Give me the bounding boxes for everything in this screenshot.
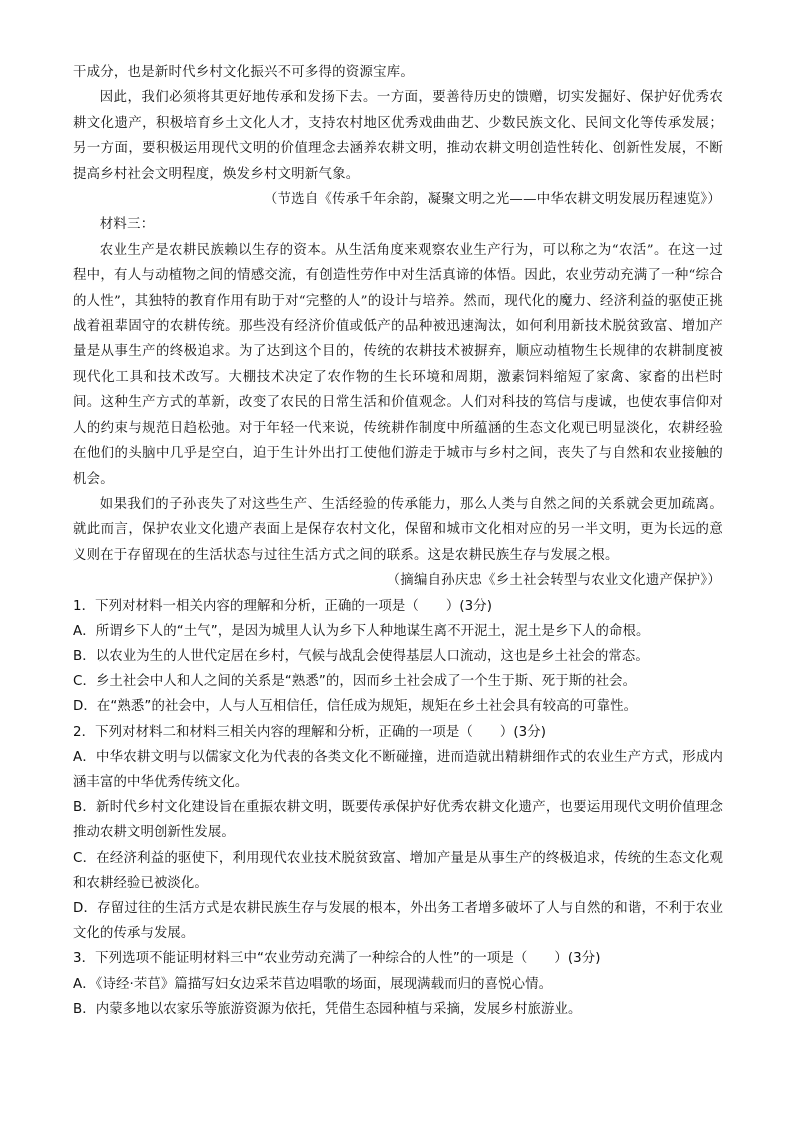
material-three-heading: 材料三： [99, 217, 155, 233]
material-two-conclusion: 因此，我们必须将其更好地传承和发扬下去。一方面，要善待历史的馈赠，切实发掘好、保护好优秀农耕文化遗产，积极培育乡土文化人才，支持农村地区优秀戏曲曲艺、少数民族文化、民间文化等传承发展；另一方面，要积极运用现代文明的价值理念去涵养农耕文明，推动农耕文明创造性转化、创新性发展，不断提高乡村社会文明程度，焕发乡村文明新气象。 [73, 90, 723, 182]
question-3 [73, 946, 723, 1022]
question-stem: 3．下列选项不能证明材料三中“农业劳动充满了一种综合的人性”的一项是（ ）(3分) [73, 951, 601, 967]
material-two-source: （节选自《传承千年余韵，凝聚文明之光——中华农耕文明发展历程速览》） [263, 192, 721, 208]
material-three [73, 212, 723, 593]
material-three-paragraph-2: 如果我们的子孙丧失了对这些生产、生活经验的传承能力，那么人类与自然之间的关系就会更加疏离。就此而言，保护农业文化遗产表面上是保存农村文化，保留和城市文化相对应的另一半文明，更为长远的意义则在于存留现在的生活状态与过往生活方式之间的联系。这是农耕民族生存与发展之根。 [73, 496, 723, 563]
questions [73, 594, 723, 1022]
option-c: C．乡土社会中人和人之间的关系是“熟悉”的，因而乡土社会成了一个生于斯、死于斯的社会。 [73, 674, 637, 690]
material-three-source: （摘编自孙庆忠《乡土社会转型与农业文化遗产保护》） [386, 573, 721, 589]
option-a: A．所谓乡下人的“土气”，是因为城里人认为乡下人种地谋生离不开泥土，泥土是乡下人的命根。 [73, 623, 650, 639]
option-d: D．在“熟悉”的社会中，人与人互相信任，信任成为规矩，规矩在乡土社会具有较高的可靠性。 [73, 699, 638, 715]
option-b: B．内蒙多地以农家乐等旅游资源为依托，凭借生态园种植与采摘，发展乡村旅游业。 [73, 1001, 582, 1017]
question-2 [73, 720, 723, 947]
material-two-paragraph-tail: 干成分，也是新时代乡村文化振兴不可多得的资源宝库。 [73, 65, 415, 80]
material-two-ending [73, 60, 723, 212]
question-stem: 2．下列对材料二和材料三相关内容的理解和分析，正确的一项是（ ）(3分) [73, 724, 547, 740]
option-a: A．中华农耕文明与以儒家文化为代表的各类文化不断碰撞，进而造就出精耕细作式的农业生产方式，形成内涵丰富的中华优秀传统文化。 [73, 749, 723, 790]
option-b: B．新时代乡村文化建设旨在重振农耕文明，既要传承保护好优秀农耕文化遗产，也要运用现代文明价值理念推动农耕文明创新性发展。 [73, 800, 723, 841]
option-d: D．存留过往的生活方式是农耕民族生存与发展的根本，外出务工者增多破坏了人与自然的和谐，不利于农业文化的传承与发展。 [73, 900, 723, 942]
question-1 [73, 594, 723, 720]
question-stem: 1．下列对材料一相关内容的理解和分析，正确的一项是（ ）(3分) [73, 598, 493, 614]
page-content [73, 60, 723, 1022]
option-a: A．《诗经·芣苢》篇描写妇女边采芣苢边唱歌的场面，展现满载而归的喜悦心情。 [73, 976, 553, 992]
option-c: C．在经济利益的驱使下，利用现代农业技术脱贫致富、增加产量是从事生产的终极追求，传统的生态文化观和农耕经验已被淡化。 [73, 850, 723, 891]
material-three-paragraph-1: 农业生产是农耕民族赖以生存的资本。从生活角度来观察农业生产行为，可以称之为“农活”。在这一过程中，有人与动植物之间的情感交流，有创造性劳作中对生活真谛的体悟。因此，农业劳动充满了一种“综合的人性”，其独特的教育作用有助于对“完整的人”的设计与培养。然而，现代化的魔力、经济利益的驱使正挑战着祖辈固守的农耕传统。那些没有经济价值或低产的品种被迅速淘汰，如何利用新技术脱贫致富、增加产量是从事生产的终极追求。为了达到这个目的，传统的农耕技术被摒弃，顺应动植物生长规律的农耕制度被现代化工具和技术改写。大棚技术决定了农作物的生长环境和周期，激素饲料缩短了家禽、家畜的出栏时间。这种生产方式的革新，改变了农民的日常生活和价值观念。人们对科技的笃信与虔诚，也使农事信仰对人的约束与规范日趋松弛。对于年轻一代来说，传统耕作制度中所蕴涵的生态文化观已明显淡化，农耕经验在他们的头脑中几乎是空白，迫于生计外出打工使他们游走于城市与乡村之间，丧失了与自然和农业接触的机会。 [73, 242, 723, 487]
option-b: B．以农业为生的人世代定居在乡村，气候与战乱会使得基层人口流动，这也是乡土社会的常态。 [73, 648, 649, 664]
